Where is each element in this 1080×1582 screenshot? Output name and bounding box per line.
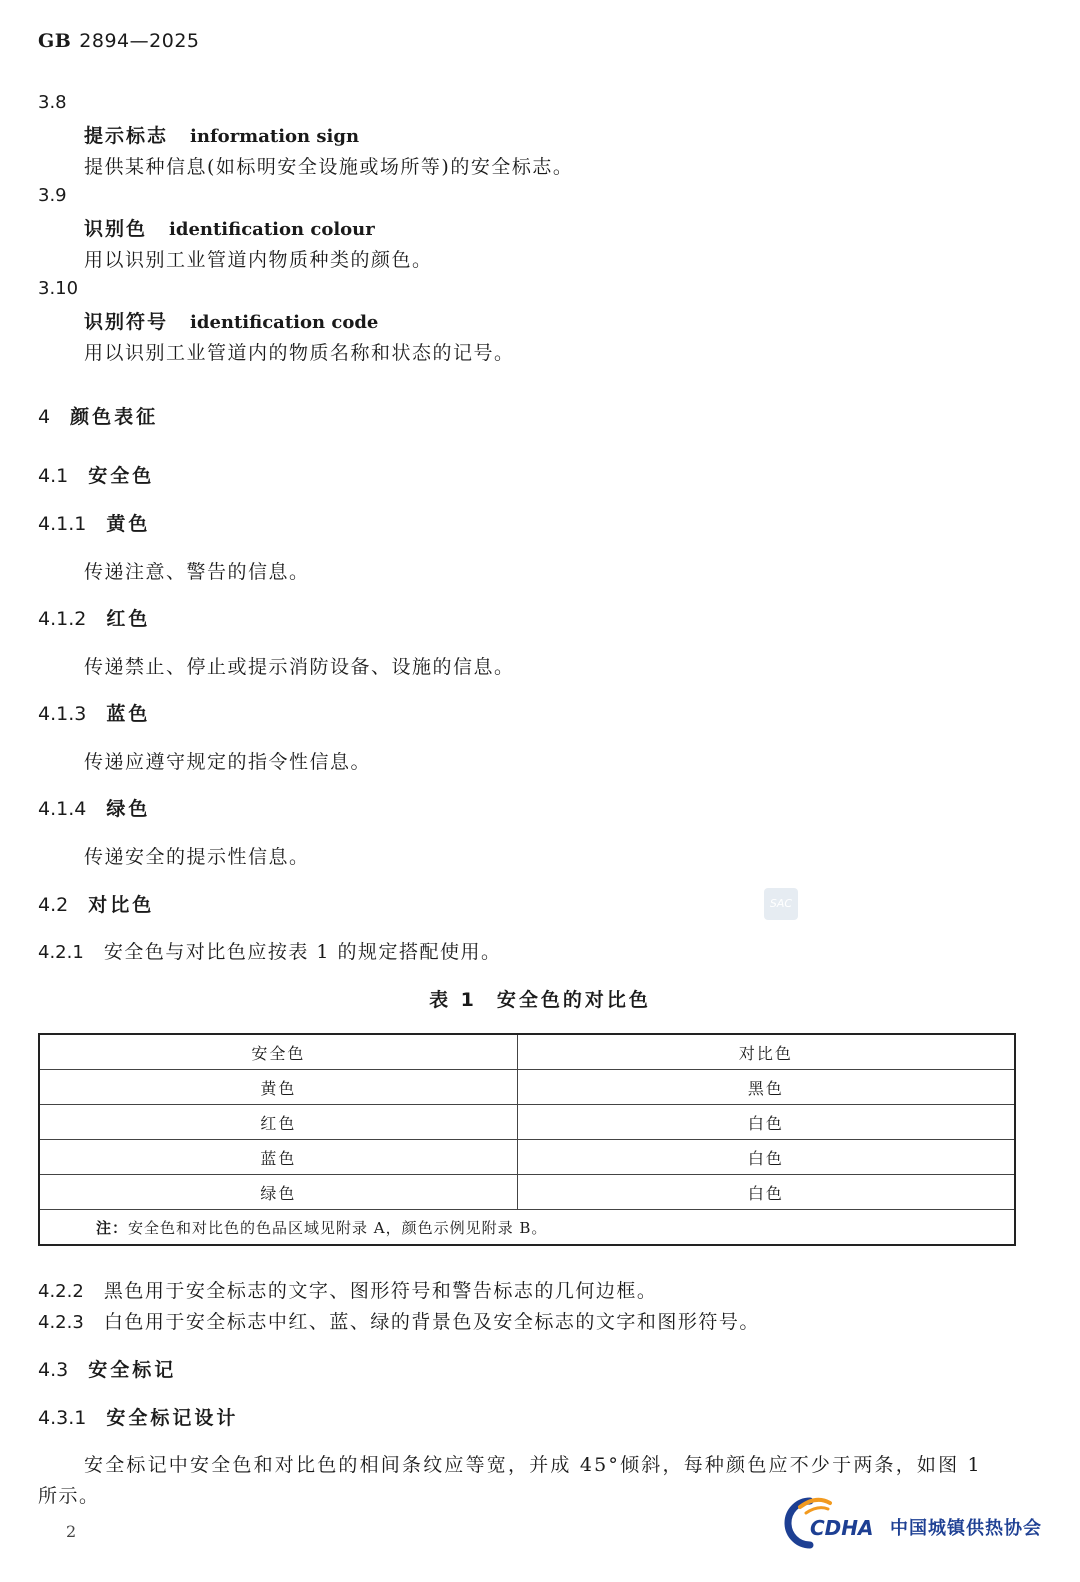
section-4-3-1-paragraph: 安全标记中安全色和对比色的相间条纹应等宽，并成 45°倾斜，每种颜色应不少于两条，如图 1 (84, 1454, 982, 1476)
term-number: 3.8 (38, 92, 67, 113)
term-definition: 用以识别工业管道内的物质名称和状态的记号。 (84, 342, 515, 364)
section-4-1-3-heading (38, 699, 150, 726)
table-header-cell: 对比色 (517, 1034, 1015, 1070)
page-header (38, 30, 200, 52)
term-definition: 用以识别工业管道内物质种类的颜色。 (84, 249, 433, 271)
section-4-2-heading (38, 890, 154, 917)
section-title: 蓝色 (106, 703, 151, 725)
section-title: 安全标记 (88, 1359, 177, 1381)
section-4-1-4-heading (38, 794, 150, 821)
section-text: 黑色用于安全标志的文字、图形符号和警告标志的几何边框。 (103, 1280, 658, 1302)
logo-mark-text: CDHA (810, 1516, 874, 1540)
section-number: 4.1.4 (38, 798, 87, 820)
table-note-text: 安全色和对比色的色品区域见附录 A，颜色示例见附录 B。 (128, 1218, 548, 1237)
page-number: 2 (66, 1522, 77, 1541)
table-note (39, 1210, 1015, 1246)
table-cell: 白色 (517, 1140, 1015, 1175)
table-cell: 黑色 (517, 1070, 1015, 1105)
header-gb: GB (38, 30, 72, 52)
section-title: 对比色 (88, 894, 155, 916)
table-cell: 蓝色 (39, 1140, 517, 1175)
table-cell: 绿色 (39, 1175, 517, 1210)
table-row (39, 1175, 1015, 1210)
term-number: 3.10 (38, 278, 79, 299)
section-number: 4.2.3 (38, 1312, 84, 1333)
table-caption-title: 安全色的对比色 (496, 989, 651, 1011)
section-title: 安全标记设计 (106, 1407, 239, 1429)
section-number: 4.3 (38, 1359, 69, 1381)
section-number: 4.3.1 (38, 1407, 87, 1429)
table-caption (0, 985, 1080, 1012)
term-title (84, 121, 359, 148)
table-cell: 白色 (517, 1105, 1015, 1140)
section-title: 安全色 (88, 465, 155, 487)
section-number: 4.2.2 (38, 1281, 84, 1302)
section-4-2-1 (38, 937, 501, 964)
table-cell: 红色 (39, 1105, 517, 1140)
section-4-heading (38, 402, 158, 429)
table-note-row (39, 1210, 1015, 1246)
section-title: 黄色 (106, 513, 151, 535)
header-code: 2894—2025 (79, 30, 200, 52)
section-4-1-1-text: 传递注意、警告的信息。 (84, 561, 310, 583)
section-number: 4.2.1 (38, 942, 84, 963)
section-number: 4.1.3 (38, 703, 87, 725)
term-definition: 提供某种信息(如标明安全设施或场所等)的安全标志。 (84, 156, 574, 178)
section-title: 红色 (106, 608, 151, 630)
logo-organization-name: 中国城镇供热协会 (890, 1518, 1042, 1539)
logo-flame-arc-2 (806, 1508, 828, 1513)
section-4-3-1-heading (38, 1403, 238, 1430)
term-title (84, 307, 378, 334)
section-number: 4.1 (38, 465, 69, 487)
term-zh: 提示标志 (84, 125, 169, 147)
section-4-1-3-text: 传递应遵守规定的指令性信息。 (84, 751, 372, 773)
term-en: identification colour (169, 219, 375, 240)
sac-watermark: SAC (764, 888, 798, 920)
section-4-2-2 (38, 1276, 657, 1303)
term-en: identification code (190, 312, 379, 333)
section-title: 绿色 (106, 798, 151, 820)
section-text: 白色用于安全标志中红、蓝、绿的背景色及安全标志的文字和图形符号。 (103, 1311, 760, 1333)
term-title (84, 214, 375, 241)
term-zh: 识别色 (84, 218, 148, 240)
table-caption-number: 表 1 (429, 989, 477, 1011)
table-cell: 黄色 (39, 1070, 517, 1105)
safety-color-table (38, 1033, 1016, 1246)
table-cell: 白色 (517, 1175, 1015, 1210)
section-title: 颜色表征 (70, 406, 159, 428)
table-row (39, 1105, 1015, 1140)
section-number: 4.2 (38, 894, 69, 916)
section-4-3-1-paragraph-cont: 所示。 (38, 1485, 100, 1507)
section-4-2-3 (38, 1307, 760, 1334)
section-number: 4 (38, 406, 51, 428)
section-4-1-2-heading (38, 604, 150, 631)
table-row (39, 1070, 1015, 1105)
section-4-3-heading (38, 1355, 176, 1382)
section-4-1-heading (38, 461, 154, 488)
term-zh: 识别符号 (84, 311, 169, 333)
section-text: 安全色与对比色应按表 1 的规定搭配使用。 (103, 941, 502, 963)
section-4-1-1-heading (38, 509, 150, 536)
term-number: 3.9 (38, 185, 67, 206)
section-4-1-2-text: 传递禁止、停止或提示消防设备、设施的信息。 (84, 656, 515, 678)
table-note-label: 注： (96, 1218, 129, 1237)
term-en: information sign (190, 126, 360, 147)
section-4-1-4-text: 传递安全的提示性信息。 (84, 846, 310, 868)
section-number: 4.1.2 (38, 608, 87, 630)
section-number: 4.1.1 (38, 513, 87, 535)
table-header-row (39, 1034, 1015, 1070)
table-header-cell: 安全色 (39, 1034, 517, 1070)
table-row (39, 1140, 1015, 1175)
